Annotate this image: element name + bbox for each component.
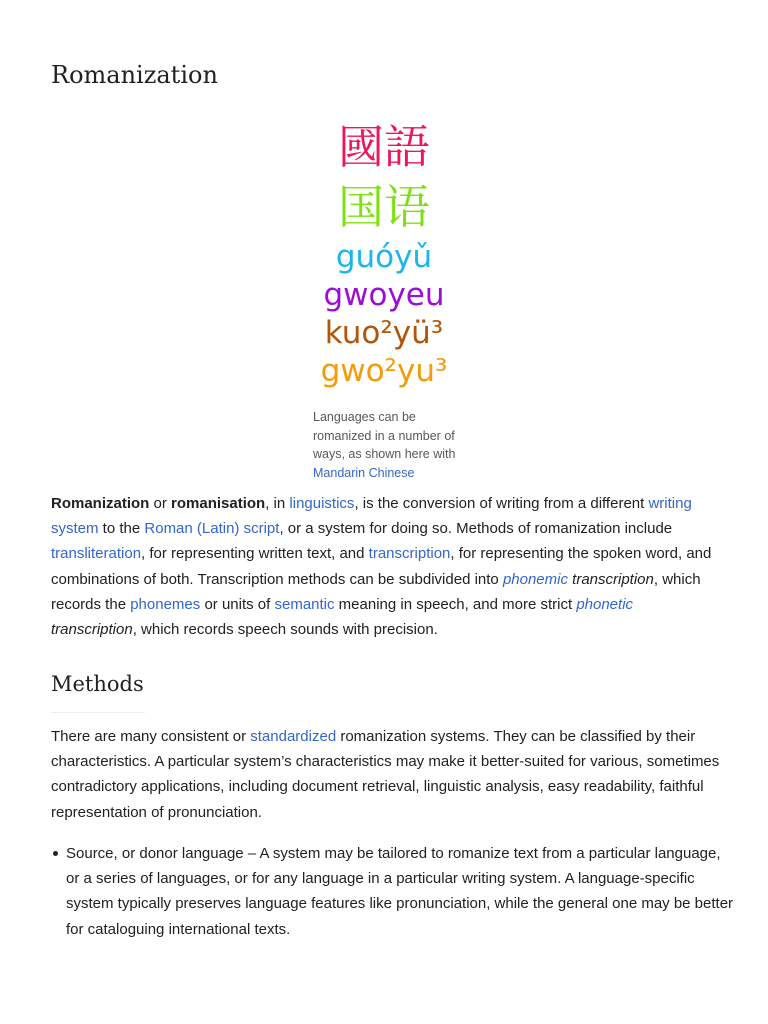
intro-text: or units of xyxy=(200,595,275,613)
intro-text: to the xyxy=(98,520,145,538)
intro-italic-text: transcription xyxy=(51,621,133,639)
semantic-link[interactable]: semantic xyxy=(274,595,335,613)
linguistics-link[interactable]: linguistics xyxy=(289,495,355,512)
standardized-link[interactable]: standardized xyxy=(250,728,337,745)
list-item-text: Source, or donor language – A system may be tailored to romanize text from a particular language, or a series of languages, or for any language in a particular writing system. A language-specific system typically preserves language features like pronunciation, while the general one may be better for cataloguing international texts. xyxy=(66,845,734,938)
figure-line-simplified: 国语 xyxy=(338,180,430,234)
intro-text: , for representing written text, and xyxy=(141,545,369,563)
phonemic-link-text[interactable]: phonemic xyxy=(502,570,568,588)
methods-paragraph xyxy=(51,724,723,825)
section-title: Romanization xyxy=(51,61,218,89)
methods-text: romanization systems. They can be classified by their characteristics. A particular system’s characteristics may make it better-suited for various, sometimes contradictory applications, including document retrieval, linguistic analysis, easy readability, faithful representation of pronunciation. xyxy=(51,728,720,821)
intro-text: , in xyxy=(265,495,290,512)
phonetic-link[interactable] xyxy=(576,596,633,613)
term-romanisation: romanisation xyxy=(171,495,266,512)
methods-text: There are many consistent or xyxy=(51,728,251,745)
mandarin-chinese-link[interactable]: Mandarin Chinese xyxy=(313,465,415,480)
phonemes-link[interactable]: phonemes xyxy=(130,595,201,613)
intro-text: , which records speech sounds with precision. xyxy=(132,621,438,639)
phonemic-link[interactable] xyxy=(503,571,568,588)
figure-line-pinyin: guóyǔ xyxy=(335,239,433,275)
romanization-figure xyxy=(306,118,462,390)
figure-line-wade-giles: kuo²yü³ xyxy=(324,315,444,351)
transcription-link[interactable]: transcription xyxy=(368,545,451,563)
figure-line-yale: gwo²yu³ xyxy=(320,353,448,389)
term-romanization: Romanization xyxy=(51,495,150,512)
figure-line-gwoyeu: gwoyeu xyxy=(323,277,445,313)
writing-system-link[interactable]: writing system xyxy=(51,495,692,538)
intro-text: , or a system for doing so. Methods of romanization include xyxy=(279,520,673,538)
figure-caption-text: Languages can be romanized in a number of ways, as shown here with xyxy=(313,410,456,461)
methods-list xyxy=(51,841,738,942)
phonetic-link-text[interactable]: phonetic xyxy=(576,595,634,613)
heading-divider xyxy=(51,712,145,713)
figure-caption xyxy=(313,408,465,482)
intro-text: , which records the xyxy=(51,570,701,613)
roman-script-link[interactable]: Roman (Latin) script xyxy=(144,520,280,538)
methods-heading: Methods xyxy=(51,672,144,696)
intro-italic-text: transcription xyxy=(567,570,654,588)
intro-paragraph xyxy=(51,491,723,642)
list-item xyxy=(66,841,738,942)
intro-text: or xyxy=(149,495,172,512)
intro-text: meaning in speech, and more strict xyxy=(334,595,577,613)
bullet-icon xyxy=(53,851,58,856)
figure-line-traditional: 國語 xyxy=(338,120,430,174)
transliteration-link[interactable]: transliteration xyxy=(51,545,142,563)
intro-text: , is the conversion of writing from a different xyxy=(354,495,649,512)
intro-text: , for representing the spoken word, and combinations of both. Transcription methods can be subdivided into xyxy=(51,545,712,588)
